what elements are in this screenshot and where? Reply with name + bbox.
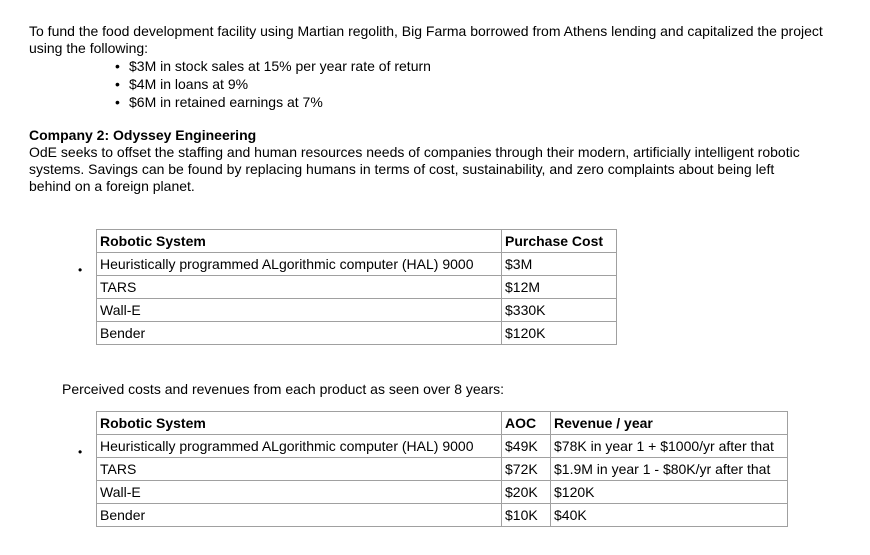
table-cell: Wall-E bbox=[97, 299, 502, 322]
table-header-row bbox=[97, 412, 788, 435]
table-cell: $12M bbox=[502, 276, 617, 299]
table-row bbox=[97, 481, 788, 504]
table-header-row bbox=[97, 230, 617, 253]
list-item bbox=[115, 75, 839, 93]
column-header: AOC bbox=[502, 412, 551, 435]
column-header: Purchase Cost bbox=[502, 230, 617, 253]
table-cell: Heuristically programmed ALgorithmic computer (HAL) 9000 bbox=[97, 253, 502, 276]
table-row bbox=[97, 253, 617, 276]
costs-table-container bbox=[96, 411, 788, 527]
list-item-text: $3M in stock sales at 15% per year rate of return bbox=[129, 58, 431, 74]
table-cell: Bender bbox=[97, 504, 502, 527]
company-heading: Company 2: Odyssey Engineering bbox=[29, 127, 257, 143]
table-cell: $3M bbox=[502, 253, 617, 276]
table-cell: $120K bbox=[551, 481, 788, 504]
bullet-icon: • bbox=[115, 94, 120, 110]
table-row bbox=[97, 458, 788, 481]
costs-intro-text: Perceived costs and revenues from each product as seen over 8 years: bbox=[62, 381, 505, 397]
table-row bbox=[97, 435, 788, 458]
document-page bbox=[29, 23, 839, 195]
table-row bbox=[97, 504, 788, 527]
table-cell: Wall-E bbox=[97, 481, 502, 504]
intro-paragraph: To fund the food development facility using Martian regolith, Big Farma borrowed from Athens lending and capitalized the project using the following: bbox=[29, 23, 823, 56]
table-cell: TARS bbox=[97, 458, 502, 481]
table-row bbox=[97, 276, 617, 299]
list-item-text: $4M in loans at 9% bbox=[129, 76, 249, 92]
list-item bbox=[115, 93, 839, 111]
table-cell: $10K bbox=[502, 504, 551, 527]
bullet-icon: • bbox=[115, 76, 120, 92]
purchase-table-container bbox=[96, 229, 617, 345]
column-header: Robotic System bbox=[97, 230, 502, 253]
bullet-icon: • bbox=[78, 263, 83, 277]
costs-revenue-table bbox=[96, 411, 788, 527]
column-header: Revenue / year bbox=[551, 412, 788, 435]
table-cell: TARS bbox=[97, 276, 502, 299]
list-item bbox=[115, 57, 839, 75]
company-description: OdE seeks to offset the staffing and human resources needs of companies through their modern, artificially intelligent robotic systems. Savings can be found by replacing humans in terms of cost, sustainability, and zero complaints about being left behind on a foreign planet. bbox=[29, 144, 800, 194]
capital-list bbox=[29, 57, 839, 111]
purchase-cost-table bbox=[96, 229, 617, 345]
table-cell: $49K bbox=[502, 435, 551, 458]
table-cell: $330K bbox=[502, 299, 617, 322]
table-cell: $20K bbox=[502, 481, 551, 504]
table-row bbox=[97, 299, 617, 322]
table-cell: $78K in year 1 + $1000/yr after that bbox=[551, 435, 788, 458]
table-cell: $72K bbox=[502, 458, 551, 481]
table-cell: Bender bbox=[97, 322, 502, 345]
table-cell: $40K bbox=[551, 504, 788, 527]
table-row bbox=[97, 322, 617, 345]
column-header: Robotic System bbox=[97, 412, 502, 435]
bullet-icon: • bbox=[115, 58, 120, 74]
list-item-text: $6M in retained earnings at 7% bbox=[129, 94, 323, 110]
table-cell: $1.9M in year 1 - $80K/yr after that bbox=[551, 458, 788, 481]
table-cell: Heuristically programmed ALgorithmic computer (HAL) 9000 bbox=[97, 435, 502, 458]
table-cell: $120K bbox=[502, 322, 617, 345]
bullet-icon: • bbox=[78, 445, 83, 459]
